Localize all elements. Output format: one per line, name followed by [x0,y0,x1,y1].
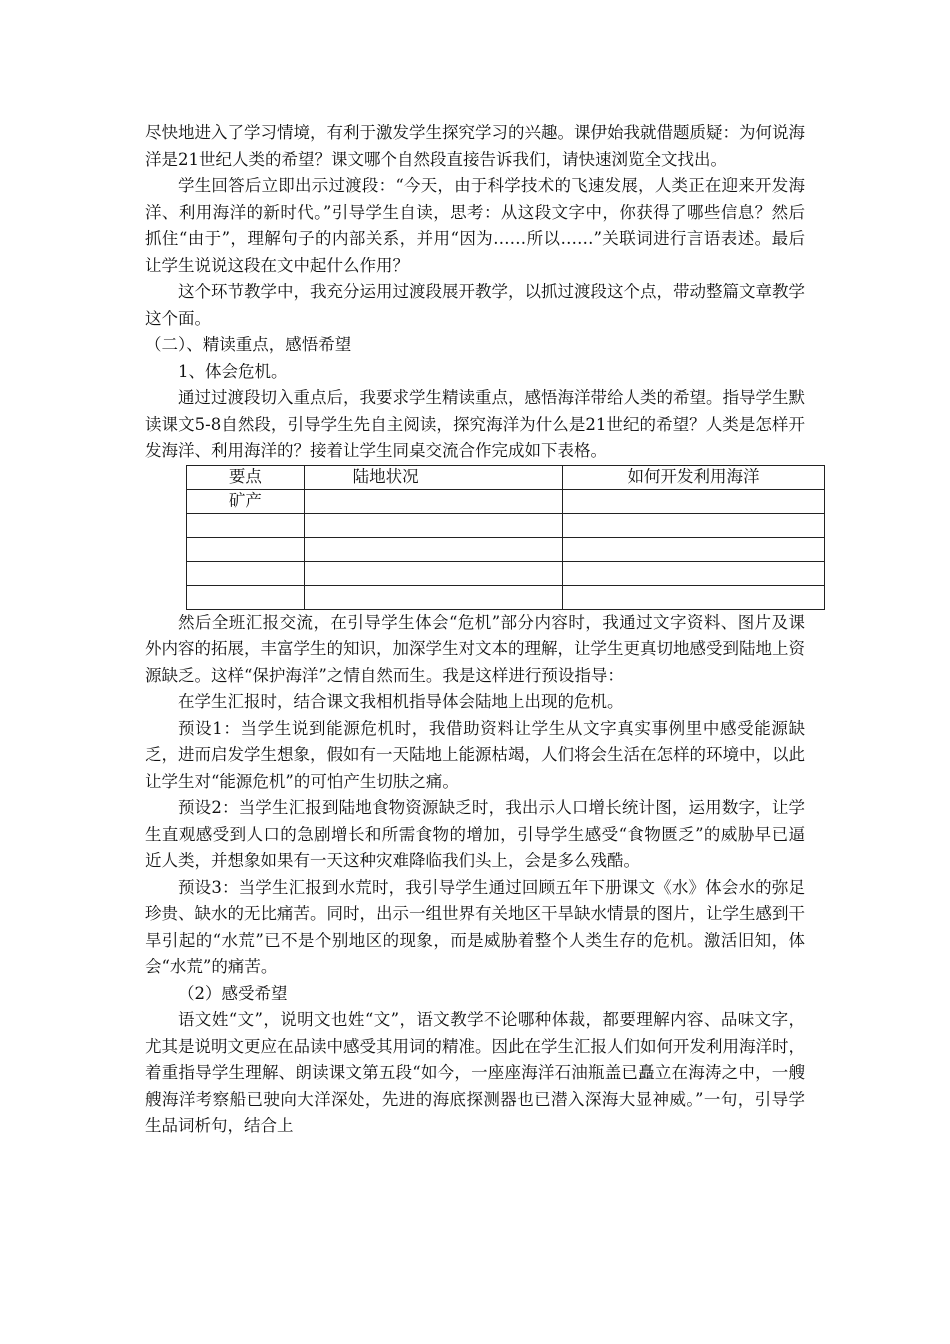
table-cell [562,513,824,537]
table-cell [304,489,562,513]
table-cell [562,537,824,561]
table-row [187,537,825,561]
table-header-cell [304,465,562,489]
table-header-row [187,465,825,489]
worksheet-table [186,465,825,610]
subheading-hope: （2）感受希望 [178,983,288,1003]
table-header-text: 陆地状况 [352,467,419,486]
table-row [187,513,825,537]
table-cell [304,537,562,561]
table-cell [187,585,305,609]
paragraph-preset-3: 预设3：当学生汇报到水荒时，我引导学生通过回顾五年下册课文《水》体会水的弥足珍贵、缺水的无比痛苦。同时，出示一组世界有关地区干旱缺水情景的图片，让学生感到干旱引起的“水荒”已不是个别地区的现象，而是威胁着整个人类生存的危机。激活旧知，体会“水荒”的痛苦。 [145,877,805,976]
table-cell [304,513,562,537]
table-cell [304,561,562,585]
table-header-cell: 要点 [187,465,305,489]
subheading-crisis: 1、体会危机。 [178,361,288,381]
table-cell [187,561,305,585]
table-row [187,585,825,609]
paragraph-preset-2: 预设2：当学生汇报到陆地食物资源缺乏时，我出示人口增长统计图，运用数字，让学生直观感受到人口的急剧增长和所需食物的增加，引导学生感受“食物匮乏”的威胁早已逼近人类，并想象如果有一天这种灾难降临我们头上，会是多么残酷。 [145,798,805,870]
paragraph-report: 然后全班汇报交流，在引导学生体会“危机”部分内容时，我通过文字资料、图片及课外内容的拓展，丰富学生的知识，加深学生对文本的理解，让学生更真切地感受到陆地上资源缺乏。这样“保护海洋”之情自然而生。我是这样进行预设指导： [145,612,805,685]
paragraph-transition: 学生回答后立即出示过渡段：“今天，由于科学技术的飞速发展，人类正在迎来开发海洋、利用海洋的新时代。”引导学生自读，思考：从这段文字中，你获得了哪些信息？然后抓住“由于”，理解句子的内部关系，并用“因为……所以……”关联词进行言语表述。最后让学生说说这段在文中起什么作用？ [145,176,805,275]
section-heading: （二）、精读重点，感悟希望 [145,335,352,354]
table-cell [562,561,824,585]
paragraph-intro: 尽快地进入了学习情境，有利于激发学生探究学习的兴趣。课伊始我就借题质疑：为何说海洋是21世纪人类的希望？课文哪个自然段直接告诉我们，请快速浏览全文找出。 [145,123,805,169]
table-cell [187,537,305,561]
table-cell [562,489,824,513]
table-cell [304,585,562,609]
table-row [187,489,825,513]
table-header-cell: 如何开发利用海洋 [562,465,824,489]
table-row [187,561,825,585]
table-cell: 矿产 [187,489,305,513]
paragraph-guidance: 在学生汇报时，结合课文我相机指导体会陆地上出现的危机。 [178,692,624,711]
document-page [145,120,805,1140]
paragraph-before-table: 通过过渡段切入重点后，我要求学生精读重点，感悟海洋带给人类的希望。指导学生默读课文5-8自然段，引导学生先自主阅读，探究海洋为什么是21世纪的希望？人类是怎样开发海洋、利用海洋的？接着让学生同桌交流合作完成如下表格。 [145,388,805,460]
paragraph-last: 语文姓“文”，说明文也姓“文”，语文教学不论哪种体裁，都要理解内容、品味文字，尤其是说明文更应在品读中感受其用词的精准。因此在学生汇报人们如何开发利用海洋时，着重指导学生理解、朗读课文第五段“如今，一座座海洋石油瓶盖已矗立在海涛之中，一艘艘海洋考察船已驶向大洋深处，先进的海底探测器也已潜入深海大显神威。”一句，引导学生品词析句，结合上 [145,1010,805,1135]
paragraph-summary: 这个环节教学中，我充分运用过渡段展开教学，以抓过渡段这个点，带动整篇文章教学这个面。 [145,282,805,328]
table-cell [187,513,305,537]
table-cell [562,585,824,609]
paragraph-preset-1: 预设1：当学生说到能源危机时，我借助资料让学生从文字真实事例里中感受能源缺乏，进而启发学生想象，假如有一天陆地上能源枯竭，人们将会生活在怎样的环境中，以此让学生对“能源危机”的可怕产生切肤之痛。 [145,718,805,791]
